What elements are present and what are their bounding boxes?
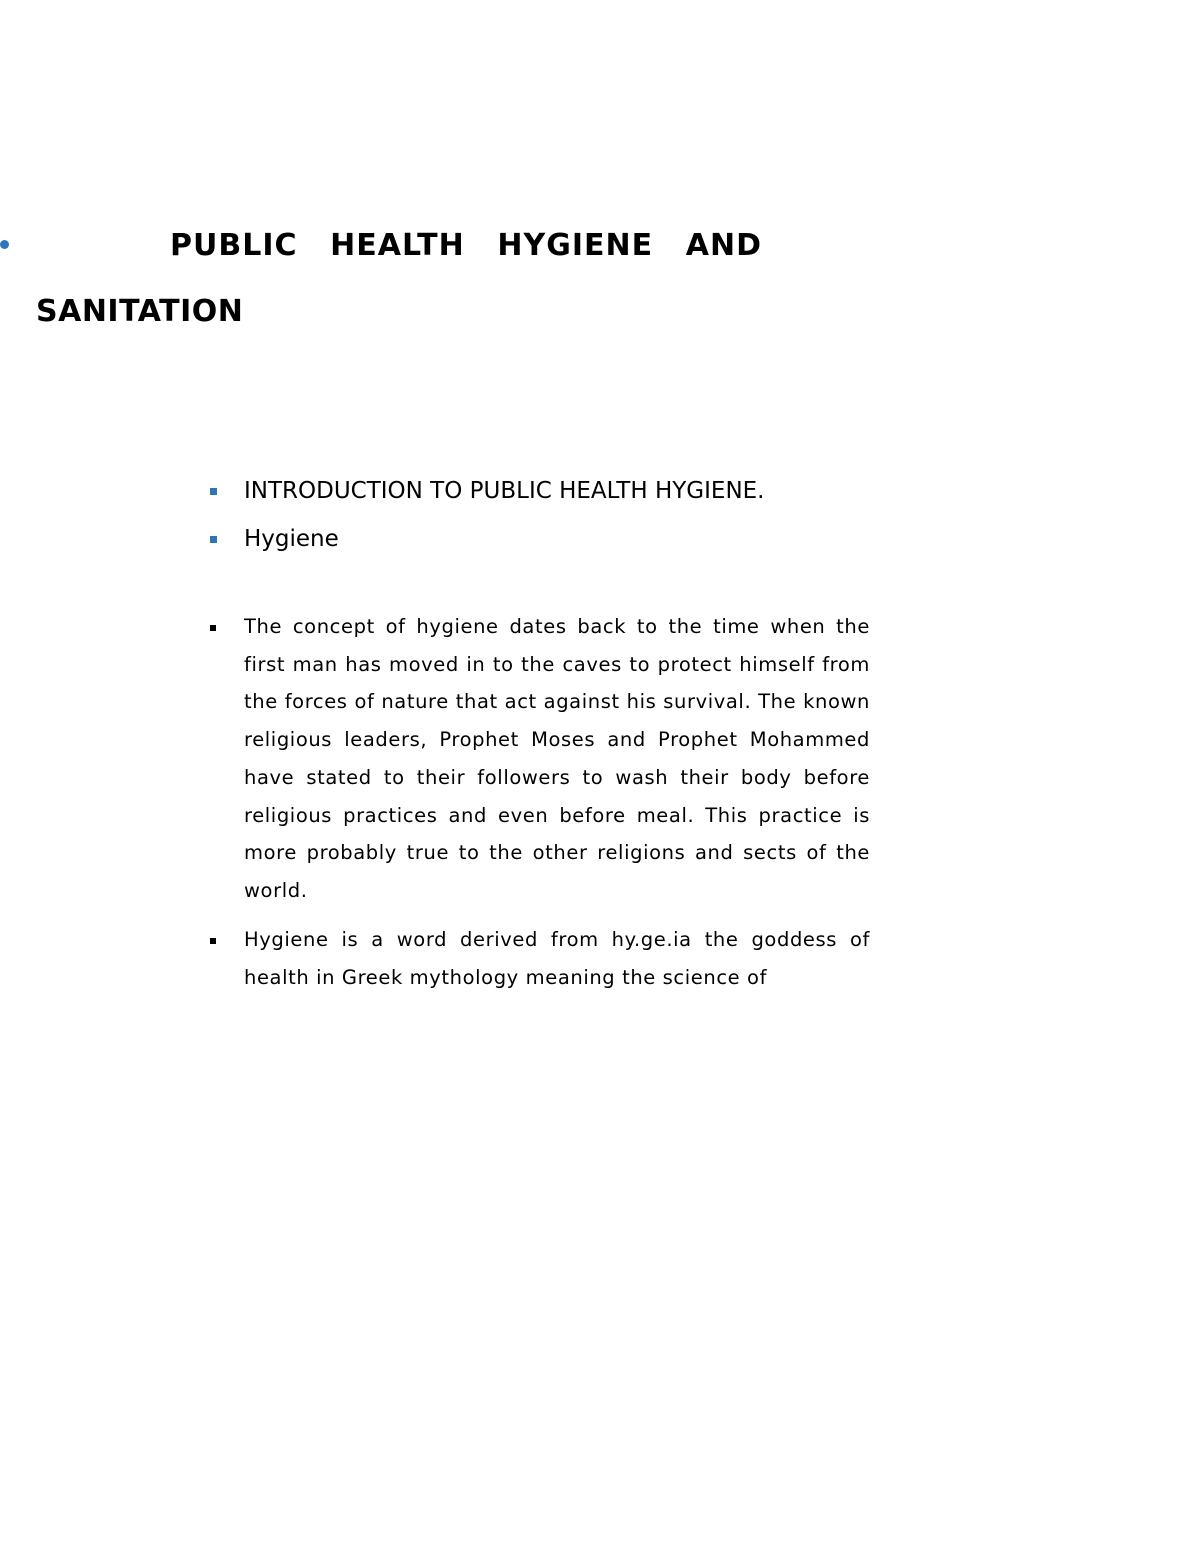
title-word: HYGIENE — [497, 228, 654, 263]
heading-item — [210, 476, 765, 506]
square-bullet-icon — [210, 625, 216, 631]
title-word: AND — [685, 228, 762, 263]
blue-square-bullet-icon — [210, 536, 217, 543]
document-title-line-1 — [170, 226, 762, 266]
square-bullet-icon — [210, 938, 216, 944]
body-paragraph: The concept of hygiene dates back to the time when the first man has moved in to the caves to protect himself from the forces of nature that act against his survival. The known religious leaders, Prophet Moses and Prophet Mohammed have stated to their followers to wash their body before religious practices and even before meal. This practice is more probably true to the other religions and sects of the world. — [244, 615, 870, 902]
heading-item — [210, 524, 339, 554]
section-heading: Hygiene — [244, 526, 339, 552]
title-word: HEALTH — [330, 228, 465, 263]
title-word: PUBLIC — [170, 228, 298, 263]
blue-square-bullet-icon — [210, 488, 217, 495]
document-title-line-2: SANITATION — [36, 294, 244, 329]
title-bullet-icon — [0, 240, 9, 249]
section-heading: INTRODUCTION TO PUBLIC HEALTH HYGIENE. — [244, 478, 765, 504]
body-paragraph: Hygiene is a word derived from hy.ge.ia the goddess of health in Greek mythology meaning the science of — [244, 928, 870, 989]
